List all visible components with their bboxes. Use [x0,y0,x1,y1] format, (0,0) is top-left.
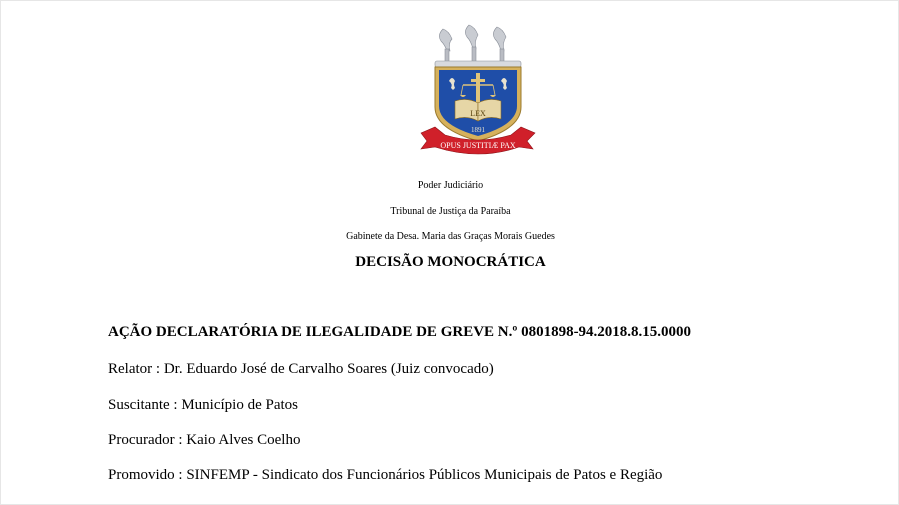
document-title: DECISÃO MONOCRÁTICA [355,254,546,270]
header-judiciary: Poder Judiciário [417,180,484,191]
court-seal-emblem [417,21,539,161]
seal-year: 1891 [471,126,485,134]
promovido-line: Promovido : SINFEMP - Sindicato dos Funcionários Públicos Municipais de Patos e Região [108,467,663,483]
header-office: Gabinete da Desa. Maria das Graças Morais Guedes [346,231,555,242]
seal-motto: OPUS JUSTITIÆ PAX [440,141,516,150]
court-seal-icon [417,21,539,161]
relator-line: Relator : Dr. Eduardo José de Carvalho Soares (Juiz convocado) [108,361,494,377]
book-lettering: LEX [470,109,486,118]
suscitante-line: Suscitante : Município de Patos [108,397,298,413]
process-number: AÇÃO DECLARATÓRIA DE ILEGALIDADE DE GREVE N.º 0801898-94.2018.8.15.0000 [108,324,692,340]
procurador-line: Procurador : Kaio Alves Coelho [108,432,301,448]
header-court: Tribunal de Justiça da Paraíba [390,206,511,217]
